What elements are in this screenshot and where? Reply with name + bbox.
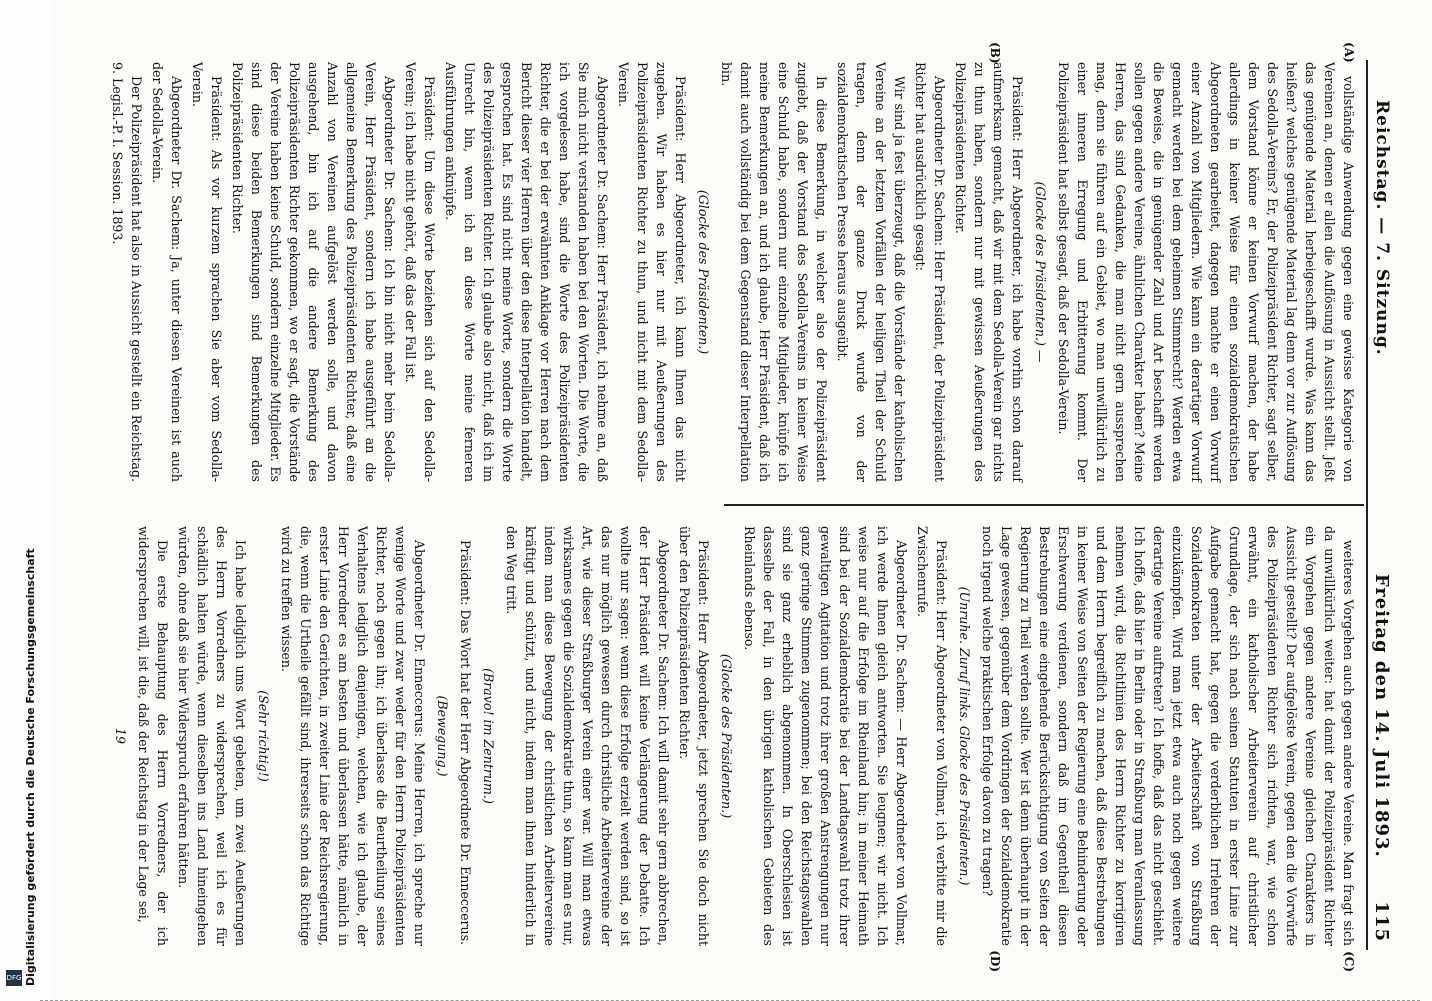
margin-mark-d: (D) [988, 950, 1002, 972]
paragraph: In diese Bemerkung, in welcher also der Polizeipräsident zugiebt, daß der Vorstand des Sedolla-Vereins in keiner Weise eine Schuld habe, sondern nur einzelne Mitglieder, knüpfe ich meine Bemerkungen an, und ich glaube, Herr Präsident, daß ich damit auch vollständig bei dem Gegenstand dieser Interpellation bin. [719, 62, 829, 482]
running-header [1366, 60, 1394, 950]
dfg-logo-icon: DFG [6, 970, 22, 986]
column-divider [724, 504, 1364, 506]
paragraph: weiteres Vorgehen auch gegen andere Vereine. Man fragt sich da unwillkürlich weiter: hat damit der Polizeipräsident Richter ein Vorgehen gegen andere Vereine gleichen Charakters in Aussicht gestellt? Der aufgelöste Verein, gegen den die Vorwürfe des Polizeipräsidenten Richter sich richten, war, wie schon erwähnt, ein katholischer Arbeiterverein auf christlicher Grundlage, der sich nach seinen Statuten in erster Linie zur Aufgabe gemacht hat, gegen die verderblichen Irrlehren der Sozialdemokraten unter der Arbeiterschaft von Straßburg einzukämpfen. Wird man jetzt etwa auch noch gegen weitere derartige Vereine auftreten? Ich hoffe, daß das nicht geschieht. Ich hoffe, daß hier in Berlin oder in Straßburg man Veranlassung nehmen wird, die Richtlinien des Herrn Richter zu korrigiren und dem Herrn begreiflich zu machen, daß diese Bestrebungen in keiner Weise von Seiten der Regierung eine Behinderung oder Erschwerung verdienen, sondern daß im Gegentheil diesen Bestrebungen eine eingehende Berücksichtigung von Seiten der Regierung zu Theil werden sollte. Wer ist denn überhaupt in der Lage gewesen, gegenüber dem Vordringen der Sozialdemokratie noch irgend welche praktischen Erfolge davon zu tragen? [980, 526, 1356, 946]
stage-direction: (Bravo! im Zentrum.) [481, 668, 496, 804]
digitization-credit: Digitalisierung gefördert durch die Deutsche Forschungsgemeinschaft [24, 548, 37, 986]
paragraph: Ich habe lediglich ums Wort gebeten, um zwei Aeußerungen des Herrn Vorredners zu widersprechen, weil ich es für schädlich halten würde, wenn dieselben ins Land hineingehen würden, ohne daß sie hier Widerspruch erfahren hätten. [176, 526, 248, 946]
rotated-page-content [82, 20, 1402, 980]
stage-direction: (Unruhe. Zuruf links. Glocke des Präsidenten.) [957, 586, 972, 886]
margin-mark-b: (B) [988, 42, 1002, 64]
paragraph: Präsident: Um diese Worte beziehen sich auf den Sedolla-Verein; ich habe nicht gehört, daß das der Fall ist. [403, 62, 437, 482]
page-number: 115 [1371, 901, 1392, 942]
paragraph: Präsident: Herr Abgeordneter, ich habe vorhin schon darauf aufmerksam gemacht, daß wir mit dem Sedolla-Verein gar nichts zu thun haben, sondern nur mit gewissen Aeußerungen des Polizeipräsidenten Richter. [953, 62, 1025, 482]
paragraph: Präsident: Herr Abgeordneter, ich kann Ihnen das nicht zugeben. Wir haben es hier nur mit Aeußerungen des Polizeipräsidenten Richter zu thun, und nicht mit dem Sedolla-Verein. [616, 62, 688, 482]
stage-direction: (Sehr richtig!) [256, 690, 271, 782]
paragraph: Der Polizeipräsident hat also in Aussicht gestellt ein Reichstag. 9. Legisl.-P. I. Session. 1893. [110, 62, 144, 482]
paragraph: Die erste Behauptung des Herrn Vorredners, der ich widersprechen will, ist die, daß der Reichstag in der Lage sei, [136, 526, 170, 946]
scanned-page [52, 0, 1432, 1000]
column-left [106, 62, 1358, 482]
column-right [107, 526, 1358, 946]
paragraph: vollständige Anwendung gegen eine gewisse Kategorie von Vereinen an, denen er allen die Auflösung in Aussicht stellt. Jeßt das genügende Material herbeigeschafft wurde. Was kann das heißen? welches genügende Material lag denn vor zur Auflösung des Sedolla-Vereins? Er, der Polizeipräsident Richter, sagt selber, dem Vorstand könne er keinen Vorwurf machen, der habe allerdings in keiner Weise für einen sozialdemokratischen Abgeordneten gearbeitet, dagegen machte er einen Vorwurf einer Anzahl von Mitgliedern. Wie kann ein derartiger Vorwurf gemacht werden bei dem geheimen Stimmrecht? Werden etwa die Beweise, die in genügender Zahl und Art beschafft werden sollen gegen andere Vereine, ähnlichen Charakter haben? Meine Herren, das sind Gedanken, die man nicht gern aussprechen mag, denn sie führen auf ein Gebiet, wo man unwillkürlich zu einer inneren Erregung und Erbitterung kommt. Der Polizeipräsident hat selbst gesagt, daß der Sedolla-Verein. [1056, 62, 1356, 482]
paragraph: Abgeordneter Dr. Sachem: Ich bin nicht mehr beim Sedolla-Verein, Herr Präsident, sondern ich habe ausgeführt an die allgemeine Bemerkung des Polizeipräsidenten Richter, daß eine Anzahl von Vereinen aufgelöst werden solle, und davon ausgehend, bin ich auf die andere Bemerkung des Polizeipräsidenten Richter gekommen, wo er sagt, die Vorstände der Vereine haben keine Schuld, sondern einzelne Mitglieder. Es sind diese beiden Bemerkungen sind Bemerkungen des Polizeipräsidenten Richter. [230, 62, 397, 482]
paragraph: Präsident: Als vor kurzem sprachen Sie aber vom Sedolla-Verein. [190, 62, 224, 482]
digitization-credit-strip [0, 0, 48, 1000]
stage-direction: (Glocke des Präsidenten.) [719, 653, 734, 819]
page-signature: 19 [113, 727, 128, 745]
header-left: Reichstag. — 7. Sitzung. [1372, 100, 1392, 356]
paragraph: Präsident: Herr Abgeordneter von Vollmar, ich verbitte mir die Zwischenrufe. [915, 526, 949, 946]
paragraph: Präsident: Das Wort hat der Herr Abgeordnete Dr. Enneccerus. [458, 540, 473, 946]
stage-direction: (Glocke des Präsidenten.) [696, 189, 711, 355]
paragraph: Abgeordneter Dr. Enneccerus: Meine Herren, ich spreche nur wenige Worte und zwar weder für den Herrn Polizeipräsidenten Richter, noch gegen ihn; ich überlasse die Beurtheilung seines Verhaltens lediglich denjenigen, welchen, wie ich glaube, der Herr Vorredner es am besten und überlassen hätte, nämlich in erster Linie den Gerichten, in zweiter Linie der Reichsregierung, die, wenn die Urtheile gefällt sind, ihrerseits schon das Richtige wird zu treffen wissen. [279, 526, 427, 946]
paragraph: Abgeordneter Dr. Sachem: Herr Präsident, der Polizeipräsident Richter hat ausdrücklich gesagt: [913, 62, 947, 482]
paragraph: Abgeordneter Dr. Sachem: Herr Präsident, ich nehme an, daß Sie mich nicht verstanden haben bei den Worten. Die Worte, die ich vorgelesen habe, sind die Worte des Polizeipräsidenten Richter, die er bei der erwähnten Anklage vor Herren nach dem Bericht dieser vier Herren über den diese Interpellation handelt, gesprochen hat. Es sind nicht meine Worte, sondern die Worte des Polizeipräsidenten Richter. Ich glaube also nicht, daß ich im Unrecht bin, wenn ich an diese Worte meine ferneren Ausführungen anknüpfe. [443, 62, 610, 482]
header-right [1371, 574, 1392, 942]
quotation: Wir sind ja fest überzeugt, daß die Vorstände der katholischen Vereine an der letzten Vorfällen der heiligen Theil der Schuld tragen, denn der ganze Druck wurde von der sozialdemokratischen Presse heraus ausgeübt. [835, 62, 907, 482]
scan-edge [40, 990, 1420, 1001]
margin-mark-c: (C) [1342, 951, 1356, 972]
margin-mark-a: (A) [1342, 42, 1356, 63]
stage-direction: (Glocke des Präsidenten.) — [1033, 181, 1048, 363]
paragraph: Abgeordneter Dr. Sachem: — Herr Abgeordneter von Vollmar, ich werde Ihnen gleich antworten. Sie leugnen; wir nicht. Ich weise nur auf die Erfolge im Rheinland hin; in meiner Heimath sind bei der Sozialdemokratie bei der Landtagswahl trotz ihrer gewaltigen Agitation und trotz ihrer großen Anstrengungen nur ganz geringe Stimmen zugenommen; bei den Reichstagswahlen sind sie ganz erheblich abgenommen. In Oberschlesien ist dasselbe der Fall, in den übrigen katholischen Gebieten des Rheinlands ebenso. [742, 526, 909, 946]
paragraph: Abgeordneter Dr. Sachem: Ich will damit sehr gern abbrechen, der Herr Präsident will keine Verlängerung der Debatte. Ich wollte nur sagen: wenn diese Erfolge erzielt werden sind, so ist das nur möglich gewesen durch christliche Arbeitervereine der Art, wie dieser Straßburger Verein einer war. Will man etwas wirksames gegen die Sozialdemokratie thun, so kann man es nur, indem man diese Bewegung der christlichen Arbeitervereine kräftigt und schützt, und nicht, indem man ihnen hinderlich in den Weg tritt. [504, 526, 671, 946]
stage-direction: (Bewegung.) [435, 695, 450, 777]
paragraph: Abgeordneter Dr. Sachem: Ja, unter diesen Vereinen ist auch der Sedolla-Verein. [150, 62, 184, 482]
paragraph: Präsident: Herr Abgeordneter, jetzt sprechen Sie doch nicht über den Polizeipräsidenten Richter. [677, 526, 711, 946]
header-date: Freitag den 14. Juli 1893. [1371, 573, 1392, 858]
